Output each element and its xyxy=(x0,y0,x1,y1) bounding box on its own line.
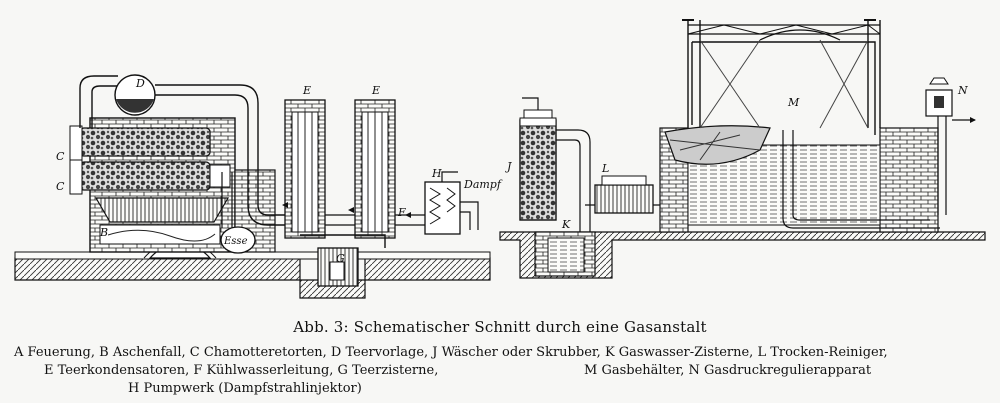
label-dampf: Dampf xyxy=(464,178,501,191)
legend-line-2-left: E Teerkondensatoren, F Kühlwasserleitung, G Teerzisterne, xyxy=(44,363,439,378)
label-n: N xyxy=(958,84,968,97)
legend-line-2-right: M Gasbehälter, N Gasdruckregulierapparat xyxy=(584,363,872,378)
label-l: L xyxy=(602,162,610,175)
retort-house-section xyxy=(15,75,490,298)
label-c-lower: C xyxy=(56,180,65,193)
label-b: B xyxy=(100,226,109,239)
label-g: G xyxy=(336,252,345,265)
label-e-right: E xyxy=(372,84,381,97)
legend-line-1: A Feuerung, B Aschenfall, C Chamotteretorten, D Teervorlage, J Wäscher oder Skrubber, K Gaswasser-Zisterne, L Trocken-Reiniger, xyxy=(14,345,888,360)
legend-line-3: H Pumpwerk (Dampfstrahlinjektor) xyxy=(128,381,362,396)
figure-caption: Abb. 3: Schematischer Schnitt durch eine Gasanstalt xyxy=(293,318,707,336)
label-d: D xyxy=(136,77,145,90)
legend-line-2 xyxy=(44,363,872,378)
label-m: M xyxy=(788,96,800,109)
label-h: H xyxy=(432,167,442,180)
label-k: K xyxy=(562,218,571,231)
gasholder-section xyxy=(500,20,985,278)
label-esse: Esse xyxy=(224,236,248,247)
label-f: F xyxy=(398,206,406,219)
label-e-left: E xyxy=(303,84,312,97)
label-c-upper: C xyxy=(56,150,65,163)
label-j: J xyxy=(507,160,512,173)
